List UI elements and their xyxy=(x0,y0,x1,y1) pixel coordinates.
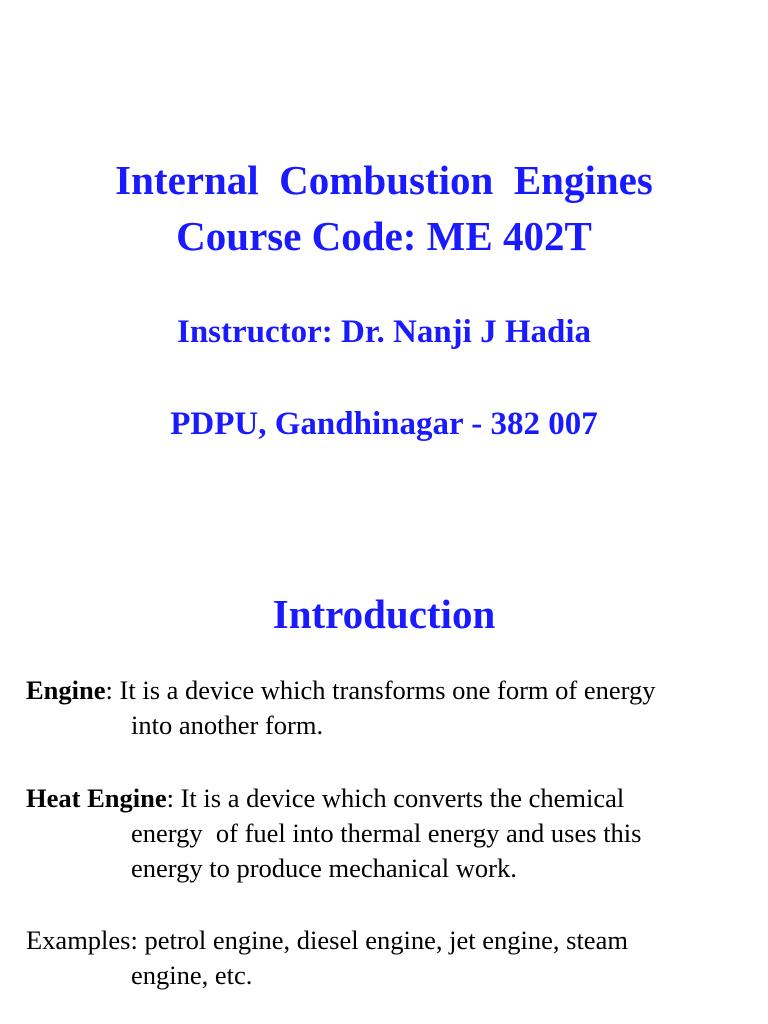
course-code-line: Course Code: ME 402T xyxy=(176,213,592,259)
affiliation-line: PDPU, Gandhinagar - 382 007 xyxy=(170,406,598,442)
definition-engine-text-1: : It is a device which transforms one form of energy xyxy=(105,675,656,705)
definition-engine-line-2: into another form. xyxy=(131,710,324,740)
course-title-line-1: Internal Combustion Engines xyxy=(115,157,653,203)
examples-paragraph xyxy=(26,923,756,993)
term-heat-engine: Heat Engine xyxy=(26,783,167,813)
instructor-line: Instructor: Dr. Nanji J Hadia xyxy=(176,314,592,350)
section-heading-introduction: Introduction xyxy=(272,591,496,637)
term-engine: Engine xyxy=(26,675,106,705)
definition-engine-line-1 xyxy=(26,673,756,708)
definition-heat-engine-line-1 xyxy=(26,781,756,816)
examples-line-1: Examples: petrol engine, diesel engine, jet engine, steam xyxy=(26,925,628,955)
course-title xyxy=(0,152,768,264)
definition-engine xyxy=(26,673,756,743)
definition-heat-engine xyxy=(26,781,756,886)
examples-line-2: engine, etc. xyxy=(131,960,253,990)
definition-heat-engine-line-2: energy of fuel into thermal energy and uses this xyxy=(131,818,642,848)
definition-heat-engine-line-3: energy to produce mechanical work. xyxy=(131,853,517,883)
definition-heat-engine-text-1: : It is a device which converts the chemical xyxy=(166,783,625,813)
